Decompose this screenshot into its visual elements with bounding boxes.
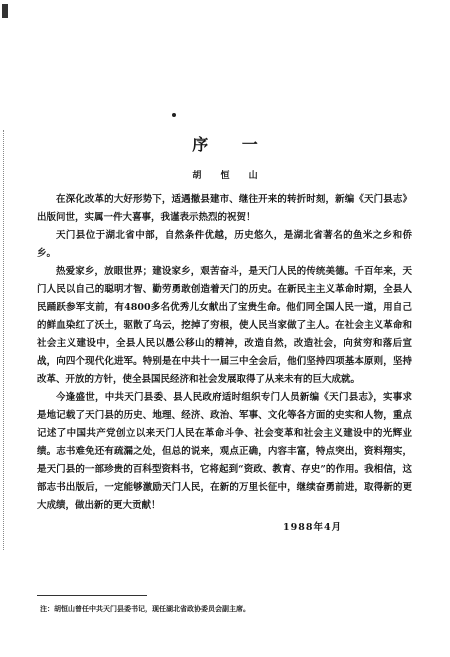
- paragraph: 热爱家乡，放眼世界；建设家乡，艰苦奋斗，是天门人民的传统美德。千百年来，天门人民以自己的聪明才智、勤劳勇敢创造着天门的历史。在新民主主义革命时期，全县人民踊跃参军支前，有4800多名优秀儿女献出了宝贵生命。他们同全国人民一道，用自己的鲜血染红了沃土，驱散了乌云，挖掉了穷根，使人民当家做了主人。在社会主义革命和社会主义建设中，全县人民以愚公移山的精神，改造自然，改造社会，向贫穷和落后宣战，向四个现代化进军。特别是在中共十一届三中全会后，他们坚持四项基本原则，坚持改革、开放的方针，使全县国民经济和社会发展取得了从来未有的巨大成就。: [37, 266, 412, 385]
- footnote: 注：胡恒山曾任中共天门县委书记，现任湖北省政协委员会副主席。: [40, 604, 250, 613]
- paragraph: 在深化改革的大好形势下，适遇撤县建市、继往开来的转折时刻，新编《天门县志》出版问世，实属一件大喜事，我谨表示热烈的祝贺！: [37, 194, 412, 223]
- page-title: 序 一: [192, 135, 272, 154]
- paragraph: 今逢盛世，中共天门县委、县人民政府适时组织专门人员新编《天门县志》，实事求是地记载了天门县的历史、地理、经济、政治、军事、文化等各方面的史实和人物，重点记述了中国共产党创立以来天门人民在革命斗争、社会变革和社会主义建设中的光辉业绩。志书难免还有疏漏之处，但总的说来，观点正确，内容丰富，特点突出，资料翔实，是天门县的一部珍贵的百科型资料书，它将起到“资政、教育、存史”的作用。我相信，这部志书出版后，一定能够激励天门人民，在新的万里长征中，继续奋勇前进，取得新的更大成绩，做出新的更大贡献！: [37, 392, 412, 511]
- binding-edge: [3, 130, 7, 550]
- preface-body: [37, 191, 412, 515]
- paragraph: 天门县位于湖北省中部，自然条件优越，历史悠久，是湖北省著名的鱼米之乡和侨乡。: [37, 230, 412, 259]
- footnote-divider: [37, 595, 147, 596]
- ink-dot: [172, 113, 176, 117]
- date-line: 1988年4月: [283, 522, 343, 533]
- scan-edge-mark: [2, 4, 8, 18]
- author-name: 胡 恒 山: [192, 171, 266, 181]
